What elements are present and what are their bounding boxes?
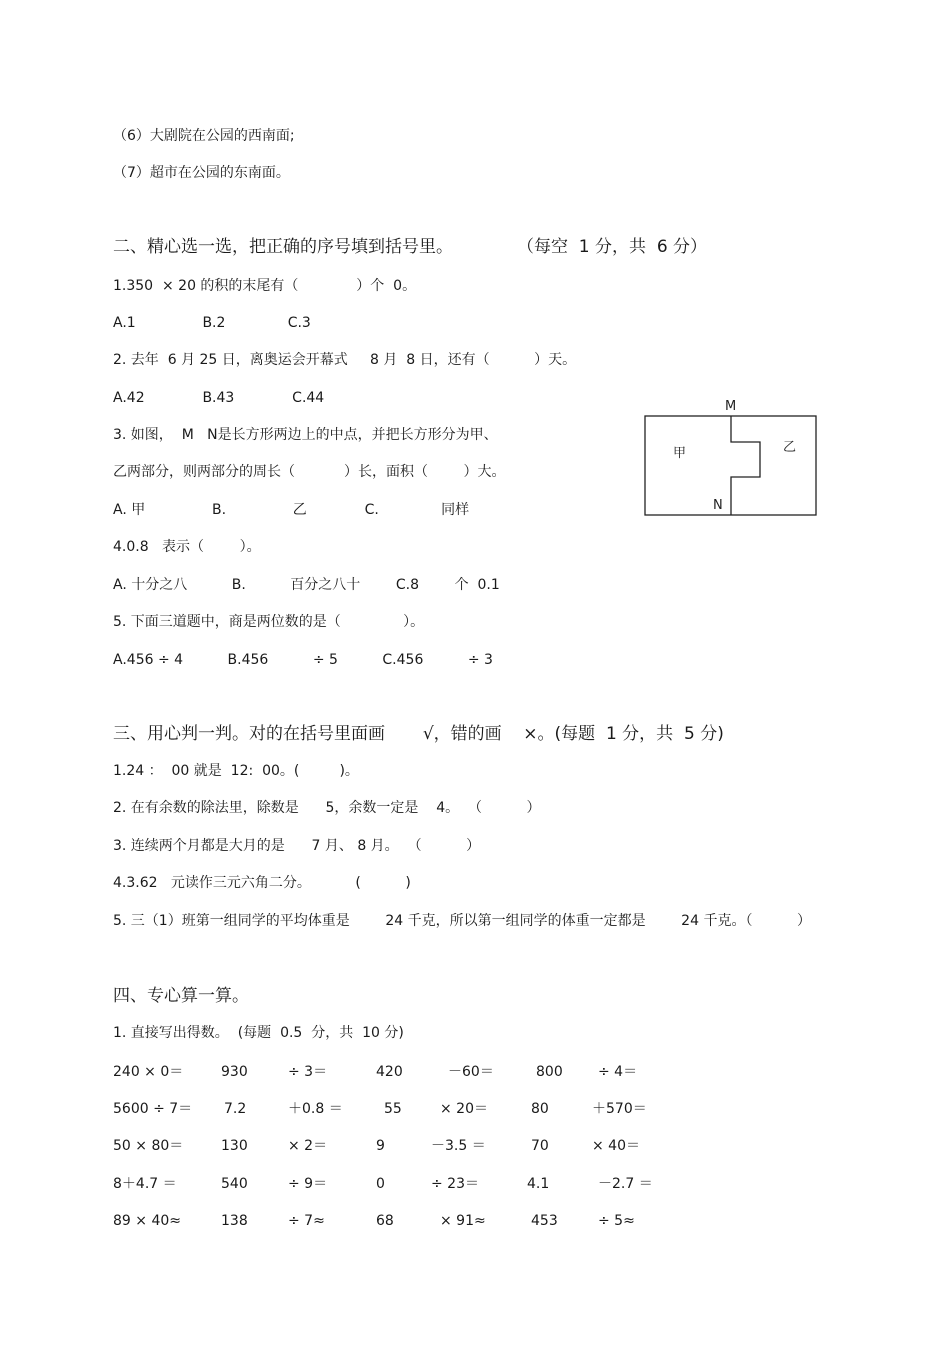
- calc-cell: 930: [221, 1064, 248, 1080]
- calc-cell: ÷ 7≈: [288, 1213, 325, 1229]
- item-7: （7）超市在公园的东南面。: [113, 165, 290, 181]
- calc-cell: × 20＝: [440, 1101, 488, 1117]
- label-n: N: [713, 498, 723, 513]
- calc-cell: 50 × 80＝: [113, 1138, 184, 1154]
- calc-cell: 68: [376, 1213, 394, 1229]
- calc-cell: 5600 ÷ 7＝: [113, 1101, 193, 1117]
- section-4-heading: 四、专心算一算。: [113, 986, 249, 1006]
- question-1: 1.350 × 20 的积的末尾有（ ）个 0。: [113, 278, 417, 294]
- calc-cell: 8＋4.7 ＝: [113, 1176, 177, 1192]
- calc-cell: ÷ 4＝: [598, 1064, 638, 1080]
- calc-cell: ÷ 5≈: [598, 1213, 635, 1229]
- calc-cell: ÷ 9＝: [288, 1176, 328, 1192]
- calc-cell: 89 × 40≈: [113, 1213, 181, 1229]
- calc-cell: ÷ 23＝: [431, 1176, 479, 1192]
- section-3-heading: 三、用心判一判。对的在括号里面画 √，错的画 ×。(每题 1 分，共 5 分): [113, 724, 724, 744]
- calc-cell: 800: [536, 1064, 563, 1080]
- calc-cell: 540: [221, 1176, 248, 1192]
- dividing-line: [731, 416, 760, 515]
- calc-cell: 130: [221, 1138, 248, 1154]
- item-6: （6）大剧院在公园的西南面;: [113, 128, 295, 144]
- calc-cell: －3.5 ＝: [431, 1138, 486, 1154]
- question-2: 2. 去年 6 月 25 日，离奥运会开幕式 8 月 8 日，还有（ ）天。: [113, 352, 577, 368]
- calc-cell: 80: [531, 1101, 549, 1117]
- question-5: 5. 下面三道题中，商是两位数的是（ ）。: [113, 614, 425, 630]
- calc-cell: 240 × 0＝: [113, 1064, 184, 1080]
- question-3-cont: 乙两部分，则两部分的周长（ ）长，面积（ ）大。: [113, 464, 506, 480]
- calc-cell: × 40＝: [592, 1138, 640, 1154]
- calc-cell: －2.7 ＝: [598, 1176, 653, 1192]
- question-1-options: A.1 B.2 C.3: [113, 315, 311, 331]
- question-2-options: A.42 B.43 C.44: [113, 390, 325, 406]
- judge-4: 4.3.62 元读作三元六角二分。 ( ): [113, 875, 411, 891]
- calc-cell: 420: [376, 1064, 403, 1080]
- label-yi: 乙: [783, 440, 797, 455]
- calc-cell: 55: [384, 1101, 402, 1117]
- calc-cell: 453: [531, 1213, 558, 1229]
- label-jia: 甲: [673, 446, 687, 461]
- calc-cell: 9: [376, 1138, 385, 1154]
- calc-cell: × 91≈: [440, 1213, 486, 1229]
- calc-cell: 0: [376, 1176, 385, 1192]
- judge-5: 5. 三（1）班第一组同学的平均体重是 24 千克，所以第一组同学的体重一定都是 24 千克。（ ）: [113, 913, 811, 929]
- calc-cell: ÷ 3＝: [288, 1064, 328, 1080]
- rectangle-figure: [640, 395, 825, 525]
- question-5-options: A.456 ÷ 4 B.456 ÷ 5 C.456 ÷ 3: [113, 652, 493, 668]
- calc-cell: 4.1: [527, 1176, 550, 1192]
- question-3-options: A. 甲 B. 乙 C. 同样: [113, 502, 470, 518]
- judge-3: 3. 连续两个月都是大月的是 7 月、 8 月。 （ ）: [113, 838, 481, 854]
- calc-cell: × 2＝: [288, 1138, 328, 1154]
- judge-2: 2. 在有余数的除法里，除数是 5，余数一定是 4。 （ ）: [113, 800, 541, 816]
- calc-cell: －60＝: [448, 1064, 494, 1080]
- calc-cell: ＋570＝: [592, 1101, 647, 1117]
- section-2-score: （每空 1 分，共 6 分）: [517, 237, 708, 257]
- calc-cell: 138: [221, 1213, 248, 1229]
- calc-cell: 70: [531, 1138, 549, 1154]
- question-4-options: A. 十分之八 B. 百分之八十 C.8 个 0.1: [113, 577, 500, 593]
- section-2-heading: 二、精心选一选，把正确的序号填到括号里。: [113, 237, 453, 257]
- section-4-sub: 1. 直接写出得数。 (每题 0.5 分，共 10 分): [113, 1025, 404, 1041]
- judge-1: 1.24 ： 00 就是 12: 00。( )。: [113, 763, 359, 779]
- calc-cell: 7.2: [224, 1101, 247, 1117]
- label-m: M: [725, 399, 737, 414]
- question-4: 4.0.8 表示（ ）。: [113, 539, 261, 555]
- calc-cell: ＋0.8 ＝: [288, 1101, 343, 1117]
- question-3: 3. 如图， M N是长方形两边上的中点，并把长方形分为甲、: [113, 427, 498, 443]
